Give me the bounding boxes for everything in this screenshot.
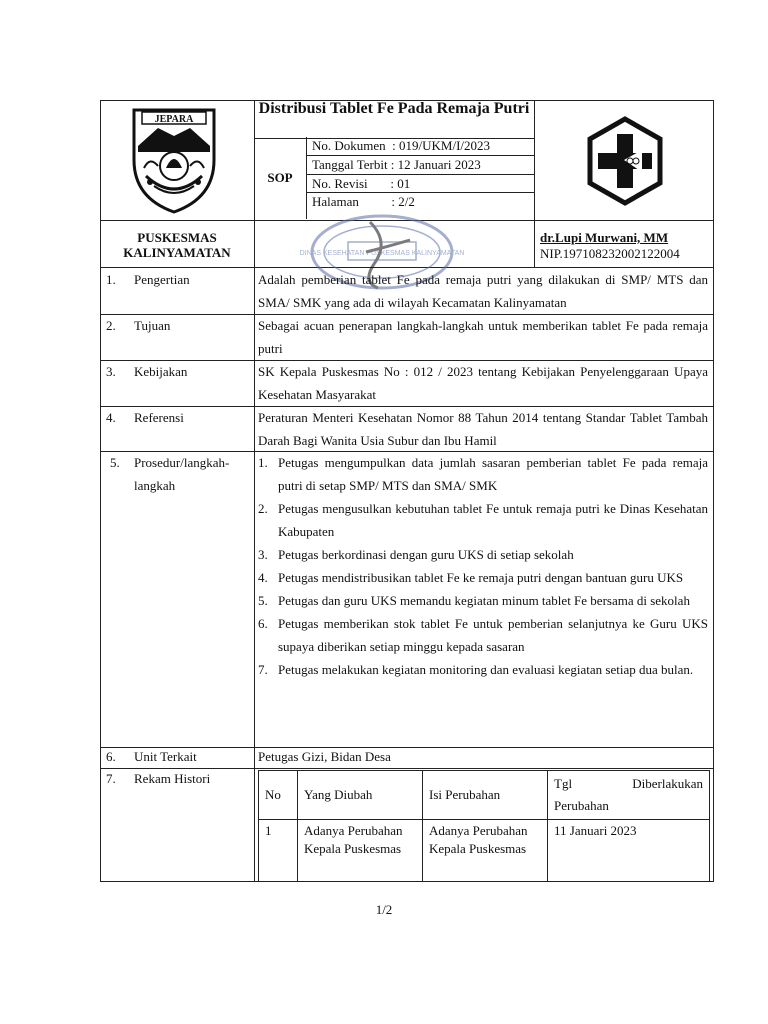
jepara-logo bbox=[128, 106, 220, 214]
procedure-step: 2. Petugas mengusulkan kebutuhan tablet Fe untuk remaja putri ke Dinas Kesehatan Kabupaten bbox=[258, 501, 708, 539]
no-dokumen: No. Dokumen : 019/UKM/I/2023 bbox=[312, 138, 491, 153]
page-number: 1/2 bbox=[375, 902, 393, 917]
procedure-step: 1. Petugas mengumpulkan data jumlah sasaran pemberian tablet Fe pada remaja putri di setap SMP/ MTS dan SMA/ SMK bbox=[258, 455, 708, 493]
column-header: Yang Diubah bbox=[298, 771, 423, 820]
section-text-referensi: Peraturan Menteri Kesehatan Nomor 88 Tahun 2014 tentang Standar Tablet Tambah Darah Bagi Wanita Usia Subur dan Ibu Hamil bbox=[258, 410, 708, 448]
section-text-tujuan: Sebagai acuan penerapan langkah-langkah untuk memberikan tablet Fe pada remaja putri bbox=[258, 318, 708, 356]
section-label-tujuan: 2. Tujuan bbox=[106, 318, 171, 333]
no-revisi: No. Revisi : 01 bbox=[312, 176, 411, 191]
divider bbox=[306, 192, 534, 193]
procedure-step: 3. Petugas berkordinasi dengan guru UKS di setiap sekolah bbox=[258, 547, 574, 562]
table-row bbox=[259, 820, 710, 882]
divider bbox=[306, 137, 307, 219]
history-table bbox=[258, 770, 710, 882]
table-header-row bbox=[259, 771, 710, 820]
section-label-pengertian: 1. Pengertian bbox=[106, 272, 190, 287]
section-text-unit-terkait: Petugas Gizi, Bidan Desa bbox=[258, 749, 391, 764]
signer-nip: NIP.197108232002122004 bbox=[540, 246, 680, 261]
halaman: Halaman : 2/2 bbox=[312, 194, 415, 209]
puskesmas-line2: KALINYAMATAN bbox=[123, 245, 231, 260]
column-header: No bbox=[259, 771, 298, 820]
table-cell: Adanya Perubahan Kepala Puskesmas bbox=[423, 820, 548, 882]
procedure-step: 6. Petugas memberikan stok tablet Fe untuk pemberian selanjutnya ke Guru UKS supaya diberikan setiap minggu kepada sasaran bbox=[258, 616, 708, 654]
sop-label: SOP bbox=[267, 170, 293, 185]
tanggal-terbit: Tanggal Terbit : 12 Januari 2023 bbox=[312, 157, 481, 172]
procedure-step: 5. Petugas dan guru UKS memandu kegiatan minum tablet Fe bersama di sekolah bbox=[258, 593, 690, 608]
section-label-rekam-histori: 7. Rekam Histori bbox=[106, 771, 211, 786]
kemkes-logo bbox=[580, 116, 670, 206]
section-label-unit-terkait: 6. Unit Terkait bbox=[106, 749, 197, 764]
section-label-referensi: 4. Referensi bbox=[106, 410, 184, 425]
table-cell: 11 Januari 2023 bbox=[548, 820, 710, 882]
table-cell: 1 bbox=[259, 820, 298, 882]
procedure-step: 4. Petugas mendistribusikan tablet Fe ke remaja putri dengan bantuan guru UKS bbox=[258, 570, 684, 585]
divider bbox=[306, 174, 534, 175]
table-cell: Adanya Perubahan Kepala Puskesmas bbox=[298, 820, 423, 882]
logo-text: JEPARA bbox=[154, 114, 194, 125]
stamp-text: DINAS KESEHATAN PUSKESMAS KALINYAMATAN bbox=[300, 250, 465, 257]
section-label-prosedur: 5. Prosedur/langkah- langkah bbox=[110, 455, 230, 493]
document-title: Distribusi Tablet Fe Pada Remaja Putri bbox=[258, 100, 530, 117]
column-header: Isi Perubahan bbox=[423, 771, 548, 820]
puskesmas-name bbox=[100, 230, 254, 260]
section-label-kebijakan: 3. Kebijakan bbox=[106, 364, 188, 379]
signer-name: dr.Lupi Murwani, MM bbox=[540, 230, 669, 245]
procedure-steps bbox=[258, 451, 708, 681]
section-text-pengertian: Adalah pemberian tablet Fe pada remaja putri yang dilakukan di SMP/ MTS dan SMA/ SMK yang ada di wilayah Kecamatan Kalinyamatan bbox=[258, 272, 708, 310]
divider bbox=[306, 155, 534, 156]
puskesmas-line1: PUSKESMAS bbox=[137, 230, 217, 245]
divider bbox=[534, 101, 535, 267]
procedure-step: 7. Petugas melakukan kegiatan monitoring dan evaluasi kegiatan setiap dua bulan. bbox=[258, 662, 694, 677]
column-header: Tgl Diberlakukan Perubahan bbox=[548, 771, 710, 820]
section-text-kebijakan: SK Kepala Puskesmas No : 012 / 2023 tentang Kebijakan Penyelenggaraan Upaya Kesehatan Masyarakat bbox=[258, 364, 708, 402]
